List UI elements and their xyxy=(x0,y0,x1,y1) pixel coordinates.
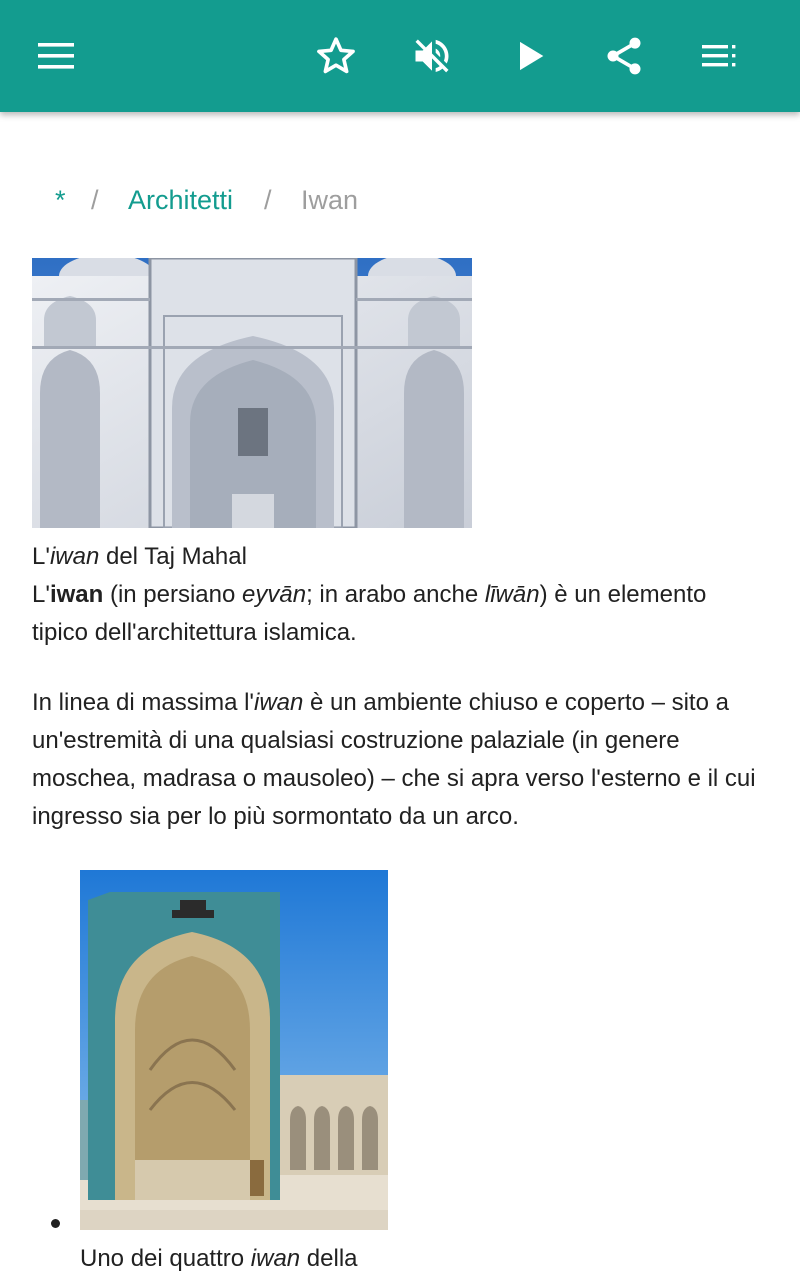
share-icon xyxy=(602,34,646,78)
menu-button[interactable] xyxy=(28,28,84,84)
breadcrumb xyxy=(0,180,800,220)
gallery-caption xyxy=(80,1240,358,1278)
taj-mahal-image xyxy=(32,258,472,528)
breadcrumb-separator: / xyxy=(91,185,99,215)
share-button[interactable] xyxy=(596,28,652,84)
text: ) è un elemento tipico dell'architettura islamica. xyxy=(32,581,707,646)
term-emphasis: iwan xyxy=(254,689,304,716)
app-bar xyxy=(0,0,800,112)
text: ; in arabo anche xyxy=(306,581,485,608)
playlist-button[interactable] xyxy=(692,28,748,84)
paragraph-definition xyxy=(32,684,768,836)
text: L' xyxy=(32,581,50,608)
caption-text: della xyxy=(300,1245,358,1272)
play-icon xyxy=(510,36,550,76)
breadcrumb-home-link[interactable]: * xyxy=(55,185,66,215)
text: (in persiano xyxy=(103,581,243,608)
mosque-iwan-image xyxy=(80,870,388,1230)
volume-off-icon xyxy=(410,34,454,78)
caption-text: Uno dei quattro xyxy=(80,1245,251,1272)
favorite-button[interactable] xyxy=(308,28,364,84)
breadcrumb-separator: / xyxy=(264,185,272,215)
article-content xyxy=(0,112,800,1280)
caption-text: del Taj Mahal xyxy=(99,543,247,570)
caption-emphasis: iwan xyxy=(49,543,100,570)
term-bold: iwan xyxy=(49,581,104,608)
caption-emphasis: iwan xyxy=(250,1245,301,1272)
term-persian: eyvān xyxy=(242,581,307,608)
taj-mahal-iwan-photo[interactable] xyxy=(32,258,472,528)
playlist-icon xyxy=(700,36,740,76)
breadcrumb-parent-link[interactable]: Architetti xyxy=(128,185,234,215)
play-button[interactable] xyxy=(502,28,558,84)
list-bullet xyxy=(51,1219,60,1228)
term-arabic: līwān xyxy=(484,581,540,608)
text: In linea di massima l' xyxy=(32,689,254,716)
mute-button[interactable] xyxy=(404,28,460,84)
caption-text: L' xyxy=(32,543,50,570)
breadcrumb-current: Iwan xyxy=(301,185,359,215)
star-outline-icon xyxy=(314,34,358,78)
text: è un ambiente chiuso e coperto – sito a un'estremità di una qualsiasi costruzione palaziale (in genere moschea, madrasa o mausoleo) – che si apra verso l'esterno e il cui ingresso sia per lo più sormontato da un arco. xyxy=(32,689,756,830)
paragraph-intro xyxy=(32,576,768,652)
image-caption xyxy=(32,538,768,576)
isfahan-iwan-photo[interactable] xyxy=(80,870,388,1230)
menu-icon xyxy=(36,36,76,76)
